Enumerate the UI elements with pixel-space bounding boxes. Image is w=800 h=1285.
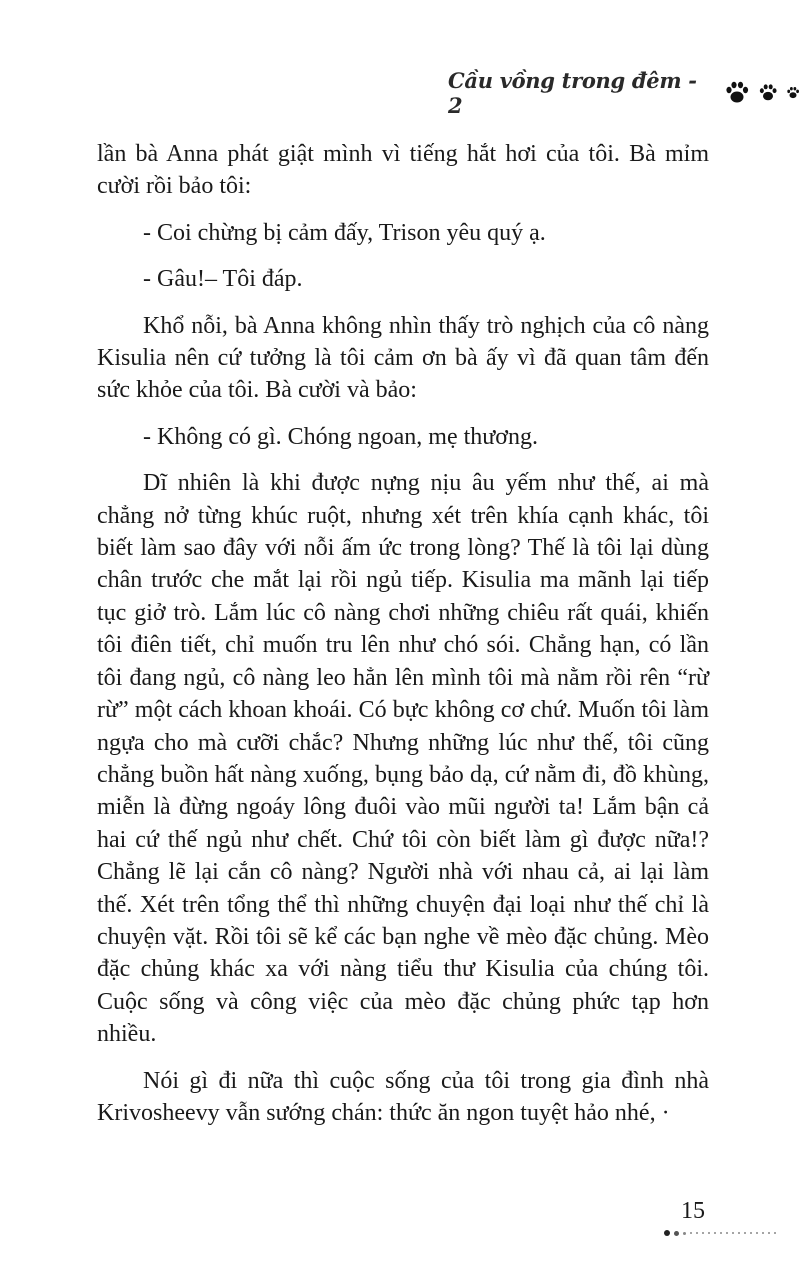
running-header	[448, 68, 800, 118]
dialog-line: - Gâu!– Tôi đáp.	[143, 266, 303, 293]
book-title: Cầu vồng trong đêm - 2	[448, 68, 697, 118]
dialog-line: - Không có gì. Chóng ngoan, mẹ thương.	[143, 423, 538, 450]
paw-print-icon-medium	[758, 83, 778, 103]
paragraph: Khổ nỗi, bà Anna không nhìn thấy trò nghịch của cô nàng Kisulia nên cứ tưởng là tôi cảm ơn bà ấy vì đã quan tâm đến sức khỏe của tôi. Bà cười và bảo:	[97, 312, 709, 404]
paragraph: Nói gì đi nữa thì cuộc sống của tôi trong gia đình nhà Krivosheevy vẫn sướng chán: thức ăn ngon tuyệt hảo nhé, ·	[97, 1067, 709, 1126]
paragraph-continuation: lần bà Anna phát giật mình vì tiếng hắt hơi của tôi. Bà mỉm cười rồi bảo tôi:	[97, 141, 709, 200]
page-body	[97, 138, 709, 1143]
paw-print-icon-small	[786, 86, 800, 100]
dialog-line: - Coi chừng bị cảm đấy, Trison yêu quý ạ.	[143, 219, 546, 246]
page-number: 15	[681, 1198, 705, 1224]
paw-print-icon-large	[724, 80, 750, 106]
dotted-line-ornament	[664, 1230, 776, 1236]
paragraph: Dĩ nhiên là khi được nựng nịu âu yếm như thế, ai mà chẳng nở từng khúc ruột, nhưng xét trên khía cạnh khác, tôi biết làm sao đây với nỗi ấm ức trong lòng? Thế là tôi lại dùng chân trước che mắt lại rồi ngủ tiếp. Kisulia ma mãnh lại tiếp tục giở trò. Lắm lúc cô nàng chơi những chiêu rất quái, khiến tôi điên tiết, chỉ muốn tru lên như chó sói. Chẳng hạn, có lần tôi đang ngủ, cô nàng leo hẳn lên mình tôi mà nằm rồi rên “rừ rừ” một cách khoan khoái. Có bực không cơ chứ. Muốn tôi làm ngựa cho mà cưỡi chắc? Nhưng những lúc như thế, tôi cũng chẳng buồn hất nàng xuống, bụng bảo dạ, cứ nằm đi, đồ khùng, miễn là đừng ngoáy lông đuôi vào mũi người ta! Lắm bận cả hai cứ thế ngủ như chết. Chứ tôi còn biết làm gì được nữa!? Chẳng lẽ lại cắn cô nàng? Người nhà với nhau cả, ai lại làm thế. Xét trên tổng thể thì những chuyện đại loại như thế chỉ là chuyện vặt. Rồi tôi sẽ kể các bạn nghe về mèo đặc chủng. Mèo đặc chủng khác xa với nàng tiểu thư Kisulia của chúng tôi. Cuộc sống và công việc của mèo đặc chủng phức tạp hơn nhiều.	[97, 470, 709, 1048]
paw-prints	[724, 80, 800, 106]
